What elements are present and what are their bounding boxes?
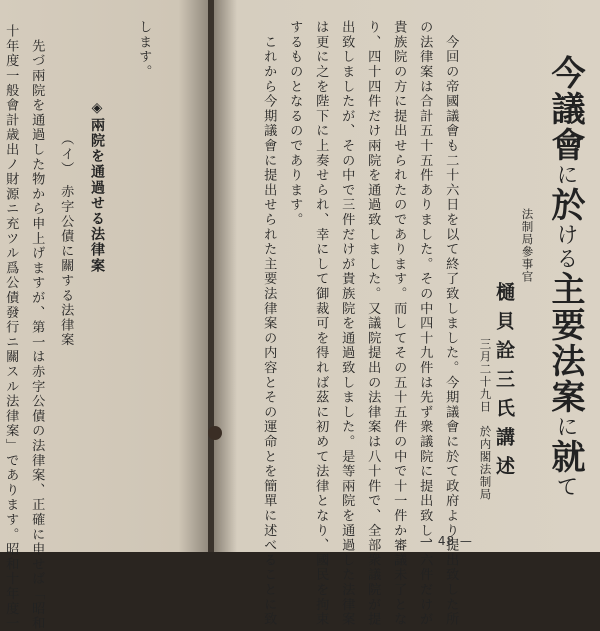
title-part: に: [553, 163, 578, 187]
body-line: これから今期議會に提出せられた主要法律案の内容とその運命とを簡單に述べることに致: [261, 20, 277, 627]
body-line: するものとなるのであります。: [287, 20, 303, 228]
title-part: 今議會: [545, 55, 585, 163]
section-heading: [90, 100, 104, 274]
lecture-date-place: 三月二十九日 於内閣法制局: [478, 338, 493, 501]
body-line: 今回の帝國議會も二十六日を以て終了致しました。今期議會に於て政府より提出致した所: [443, 20, 459, 627]
left-page: [0, 0, 210, 631]
body-line: 先づ兩院を通過した物から申上げますが、第一は赤字公債の法律案、正確に申せば「昭和: [29, 24, 45, 631]
title-part: 就: [545, 439, 585, 475]
page-number: — 48 —: [420, 534, 473, 548]
title-part: け: [553, 223, 578, 247]
binding-hole-mark: [208, 426, 222, 440]
title-part: る: [553, 247, 578, 271]
right-page: [214, 0, 600, 627]
body-line: します。: [136, 20, 152, 80]
speaker-name: 樋貝詮三氏講述: [493, 282, 515, 485]
body-line: は更に之を陛下に上奏せられ、幸にして御裁可を得れば茲に初めて法律となり、國民を拘束: [313, 20, 329, 627]
body-line: り、四十四件だけ兩院を通過致しました。又議院提出の法律案は八十件で、全部衆議院が提: [365, 20, 381, 627]
title-part: に: [553, 415, 578, 439]
body-line: 出致しましたが、その中で三件だけが貴族院を通過致しました。是等兩院を通過した法律案: [339, 20, 355, 627]
title-part: て: [553, 475, 578, 499]
subsection-heading: （イ） 赤字公債に關する法律案: [58, 132, 74, 348]
author-affiliation: 法制局參事官: [520, 208, 535, 283]
title-part: 於: [545, 187, 585, 223]
body-line: 貴族院の方に提出せられたのであります。而してその五十五件の中で十一件か審議未了とな: [391, 20, 407, 627]
section-heading-text: 兩院を通過せる法律案: [89, 117, 105, 274]
title-part: 主要法案: [545, 271, 585, 415]
diamond-bullet-icon: ◈: [89, 100, 105, 118]
body-line: 十年度一般會計歳出ノ財源ニ充ツル爲公債發行ニ關スル法律案」であります。昭和十年度一: [3, 24, 19, 631]
body-line: の法律案は合計五十五件ありました。その中四十九件は先ず衆議院に提出致し、六件だけが: [417, 20, 433, 627]
article-title: [545, 55, 585, 499]
